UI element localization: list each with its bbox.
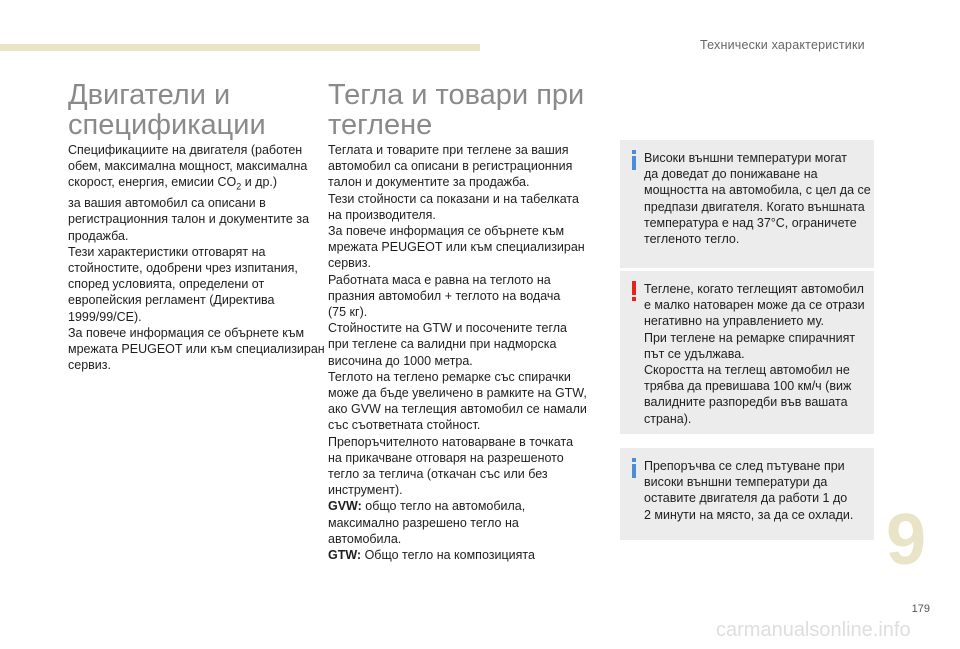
text-line: Теглене, когато теглещият автомобил [644,282,864,296]
text-line: може да бъде увеличено в рамките на GTW, [328,386,587,401]
text-line: обем, максимална мощност, максимална [68,159,308,174]
weights-heading [328,80,618,140]
text-line: за вашия автомобил са описани в [68,196,266,211]
text-line: Работната маса е равна на теглото на [328,272,551,287]
text-line: Препоръчителното натоварване в точката [328,434,574,449]
page-number: 179 [911,603,930,615]
text-line: Препоръчва се след пътуване при [644,459,845,473]
heading-line: Двигатели и [68,79,231,111]
text-line: При теглене на ремарке спирачният [644,330,856,345]
text-line: максимално разрешено тегло на [328,515,519,530]
gvw-definition: GVW: общо тегло на автомобила, [328,499,526,514]
text-line: оставите двигателя да работи 1 до [644,491,848,506]
text-line: височина до 1000 метра. [328,353,473,368]
text-line: ако GVW на теглещия автомобил се намали [328,402,587,417]
text-line: страна). [644,411,692,426]
text-line: път се удължава. [644,346,745,361]
text-line: За повече информация се обърнете към [68,325,305,340]
engines-text [68,142,325,373]
panel-text [644,150,871,247]
text-line: да доведат до понижаване на [644,167,818,182]
text-line: негативно на управлението му. [644,314,824,329]
weights-text [328,142,608,563]
co2-subscript: 2 [236,181,242,192]
panel-text [644,458,866,523]
heading-line: Тегла и товари при [328,79,585,111]
engines-heading [68,80,318,140]
text-line: 1999/99/CE). [68,309,142,324]
text-line: високи външни температури да [644,475,828,490]
text-line: на производителя. [328,207,436,222]
heading-line: теглене [328,109,433,141]
text-line: е малко натоварен може да се отрази [644,298,865,313]
text-line: със съответната стойност. [328,418,481,433]
info-panel-high-temperature [620,140,874,268]
gtw-label: GTW: [328,548,362,563]
text-line: Теглото на теглено ремарке със спирачки [328,369,571,384]
text-line: мрежата PEUGEOT или към специализиран [328,240,585,255]
text-line: европейския регламент (Директива [68,293,275,308]
weights-text-lines [328,142,608,498]
engines-text-rest [68,195,325,373]
text-line: трябва да превишава 100 км/ч (виж [644,379,852,394]
text-line: Скоростта на теглещ автомобил не [644,363,850,378]
text-line: на прикачване отговаря на разрешеното [328,450,564,465]
heading-line: спецификации [68,109,266,141]
text-line: стойностите, одобрени чрез изпитания, [68,260,298,275]
text-line: сервиз. [328,256,371,271]
text-line: при теглене са валидни при надморска [328,337,557,352]
text-line: температура е над 37°C, ограничете [644,215,857,230]
text-line: автомобил са описани в регистрационния [328,159,573,174]
warning-panel-towing [620,271,874,434]
text-line: Тези характеристики отговарят на [68,244,266,259]
text-line: Спецификациите на двигателя (работен [68,143,303,157]
text-line: тегло за теглича (откачан със или без [328,467,548,482]
info-icon [629,458,639,478]
watermark: carmanualsonline.info [716,619,911,641]
text-line: мрежата PEUGEOT или към специализиран [68,341,325,356]
warning-icon [629,281,639,301]
text-line: мощността на автомобила, с цел да се [644,183,871,198]
text-line: За повече информация се обърнете към [328,224,565,239]
gvw-label: GVW: [328,499,362,514]
text-line: Теглата и товарите при теглене за вашия [328,143,569,157]
text-line: предпази двигателя. Когато външната [644,199,865,214]
chapter-number: 9 [886,500,927,580]
text-line: според условията, определени от [68,277,265,292]
text-line: валидните разпоредби във вашата [644,395,848,410]
text-line: Стойностите на GTW и посочените тегла [328,321,567,336]
header-accent-bar [0,44,480,51]
text-line: 2 минути на място, за да се охлади. [644,507,854,522]
text-line: тегленото тегло. [644,232,740,247]
text-line: продажба. [68,228,129,243]
text-line: Тези стойности са показани и на табелката [328,191,579,206]
text-line: регистрационния талон и документите за [68,212,310,227]
text-line: (75 кг). [328,305,368,320]
text-line: празния автомобил + теглото на водача [328,288,561,303]
text-line: талон и документите за продажба. [328,175,530,190]
text-line: Високи външни температури могат [644,151,848,165]
text-line: инструмент). [328,483,403,498]
text-line: сервиз. [68,358,111,373]
info-panel-engine-cooling [620,448,874,540]
text-line-co2: скорост, енергия, емисии $CO_2$ и др.) [68,175,278,192]
gtw-definition: GTW: Общо тегло на композицията [328,548,535,563]
info-icon [629,150,639,170]
panel-text [644,281,866,427]
section-title: Технически характеристики [700,38,865,52]
text-line: автомобила. [328,531,402,546]
